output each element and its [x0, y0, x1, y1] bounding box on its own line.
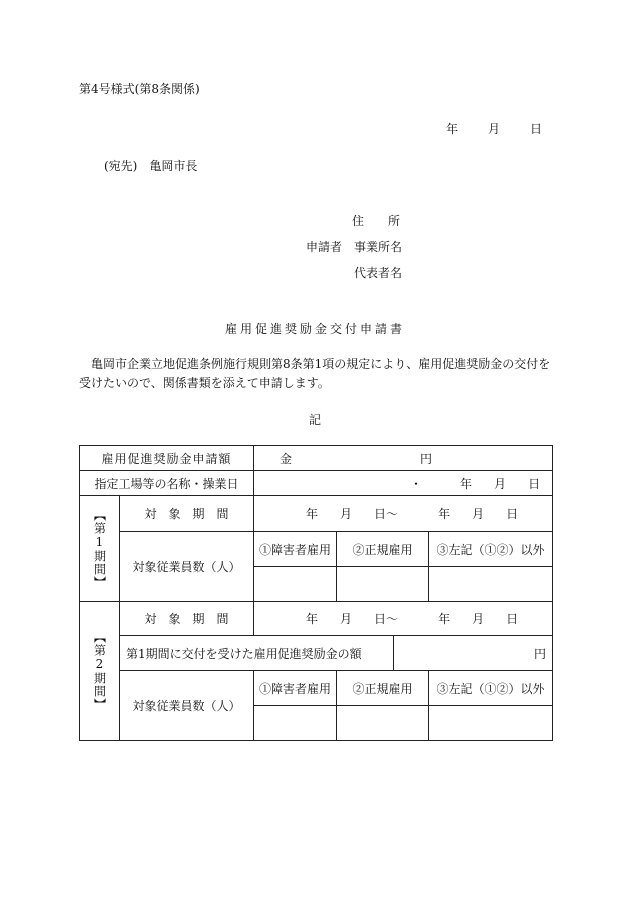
p2-col-regular: ②正規雇用	[337, 671, 429, 706]
period2-dates-row	[80, 602, 553, 636]
factory-year: 年	[460, 476, 473, 491]
representative-label: 代表者名	[354, 266, 403, 280]
p2-col-other: ③左記（①②）以外	[429, 671, 553, 706]
factory-month: 月	[494, 476, 507, 491]
period1-columns-row	[80, 532, 553, 567]
p1-year-end: 年	[438, 507, 451, 521]
period1-dates-field[interactable]	[254, 496, 553, 532]
body-text: 亀岡市企業立地促進条例施行規則第8条第1項の規定により、雇用促進奨励金の交付を受けたいので、関係書類を添えて申請します。	[79, 357, 551, 390]
period2-dates-field[interactable]	[254, 602, 553, 636]
applicant-label: 申請者	[306, 240, 343, 254]
addressee: (宛先) 亀岡市長	[104, 159, 198, 173]
application-table	[79, 445, 553, 741]
p1-col-regular: ②正規雇用	[337, 532, 429, 567]
p1-col-disabled: ①障害者雇用	[254, 532, 337, 567]
period1-amount-unit: 円	[534, 646, 547, 661]
p2-month-start: 月	[340, 612, 353, 626]
month-label: 月	[488, 122, 501, 136]
factory-separator: ・	[410, 476, 423, 491]
p1-col-other: ③左記（①②）以外	[429, 532, 553, 567]
p1-day-end: 日	[506, 507, 519, 521]
ki-heading: 記	[308, 413, 321, 427]
p2-other-input[interactable]	[429, 706, 553, 741]
p2-month-end: 月	[472, 612, 485, 626]
amount-prefix: 金	[280, 451, 293, 466]
office-name-label: 事業所名	[354, 240, 403, 254]
form-number: 第4号様式(第8条関係)	[79, 82, 200, 96]
factory-field[interactable]	[254, 471, 553, 496]
amount-label: 雇用促進奨励金申請額	[80, 446, 254, 471]
address-label: 住 所	[352, 214, 401, 228]
period2-employees-label: 対象従業員数（人）	[120, 671, 254, 741]
p2-col-disabled: ①障害者雇用	[254, 671, 337, 706]
amount-field[interactable]	[254, 446, 553, 471]
p1-regular-input[interactable]	[337, 567, 429, 602]
period1-amount-label: 第1期間に交付を受けた雇用促進奨励金の額	[120, 636, 394, 671]
amount-row	[80, 446, 553, 471]
date-line	[446, 120, 542, 137]
year-label: 年	[446, 122, 459, 136]
period2-label: 【第2期間】	[80, 602, 120, 741]
p1-disabled-input[interactable]	[254, 567, 337, 602]
factory-day: 日	[528, 476, 541, 491]
p2-regular-input[interactable]	[337, 706, 429, 741]
amount-unit: 円	[420, 451, 433, 466]
p2-disabled-input[interactable]	[254, 706, 337, 741]
p1-month-start: 月	[340, 507, 353, 521]
p1-month-end: 月	[472, 507, 485, 521]
period1-target-label: 対 象 期 間	[120, 496, 254, 532]
p2-day-end: 日	[506, 612, 519, 626]
period1-amount-row	[80, 636, 553, 671]
p2-year-start: 年	[306, 612, 319, 626]
p2-year-end: 年	[438, 612, 451, 626]
period2-columns-row	[80, 671, 553, 706]
p1-other-input[interactable]	[429, 567, 553, 602]
period2-target-label: 対 象 期 間	[120, 602, 254, 636]
p1-year-start: 年	[306, 507, 319, 521]
document-title: 雇用促進奨励金交付申請書	[224, 322, 405, 336]
period1-dates-row	[80, 496, 553, 532]
period1-amount-field[interactable]	[394, 636, 553, 671]
day-label: 日	[530, 122, 543, 136]
period1-employees-label: 対象従業員数（人）	[120, 532, 254, 602]
factory-row	[80, 471, 553, 496]
p2-day-start: 日〜	[374, 612, 399, 626]
period1-label: 【第1期間】	[80, 496, 120, 602]
factory-label: 指定工場等の名称・操業日	[80, 471, 254, 496]
p1-day-start: 日〜	[374, 507, 399, 521]
